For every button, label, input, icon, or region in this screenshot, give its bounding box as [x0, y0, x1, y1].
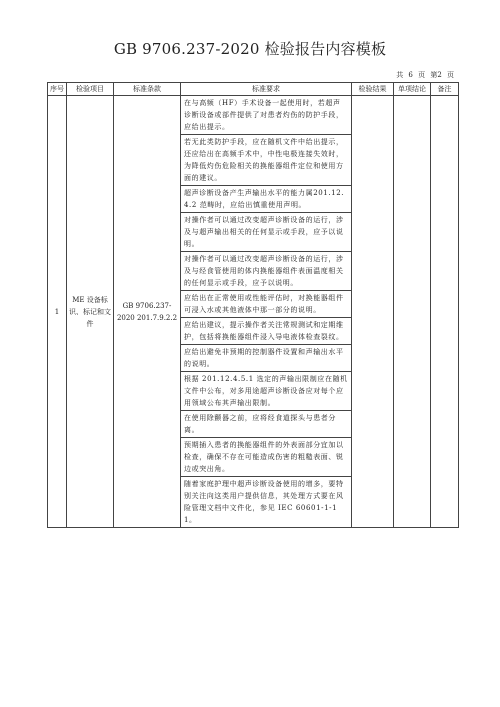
- remark-cell[interactable]: [431, 96, 459, 528]
- requirement-text: 对操作者可以通过改变超声诊断设备的运行，涉及与超声输出相关的任何显示或手段，应予以说明。: [181, 213, 352, 252]
- requirement-text: 应给出避免非预期的控制器件设置和声输出水平的说明。: [181, 345, 352, 372]
- requirement-text: 超声诊断设备产生声输出水平的能力属201.12.4.2 范畴时，应给出慎重使用声明。: [181, 186, 352, 213]
- inspection-item: ME 设备标识、标记和文件: [67, 96, 114, 528]
- row-number: 1: [48, 96, 67, 528]
- requirement-text: 在与高频（HF）手术设备一起使用时，若超声诊断设备或部件提供了对患者灼伤的防护手段，应给出提示。: [181, 96, 352, 135]
- header-no: 序号: [48, 83, 67, 96]
- requirement-text: 随着家庭护理中超声诊断设备使用的增多，要特别关注向这类用户提供信息，其处理方式要在风险管理文档中文件化，参见 IEC 60601-1-11。: [181, 477, 352, 528]
- conclusion-cell[interactable]: [394, 96, 431, 528]
- header-item: 检验项目: [67, 83, 114, 96]
- requirement-text: 应给出在正常使用或性能评估时，对换能器组件可浸入水或其他液体中那一部分的说明。: [181, 291, 352, 318]
- header-remark: 备注: [431, 83, 459, 96]
- result-cell[interactable]: [352, 96, 394, 528]
- header-requirement: 标准要求: [181, 83, 352, 96]
- requirement-text: 在使用除颤器之前，应将经食道探头与患者分离。: [181, 411, 352, 438]
- header-clause: 标准条款: [114, 83, 181, 96]
- report-table: [47, 82, 459, 528]
- header-result: 检验结果: [352, 83, 394, 96]
- requirement-text: 应给出建议，提示操作者关注常规测试和定期维护，包括将换能器组件浸入导电液体检查裂纹。: [181, 318, 352, 345]
- table-row: [48, 96, 459, 135]
- requirement-text: 若无此类防护手段，应在随机文件中给出提示，还应给出在高频手术中，中性电极连接失效时，为降低灼伤危险相关的换能器组件定位和使用方面的建议。: [181, 135, 352, 186]
- header-conclusion: 单项结论: [394, 83, 431, 96]
- page-counter: 共 6 页 第2 页: [396, 71, 454, 79]
- requirement-text: 根据 201.12.4.5.1 选定的声输出限制应在随机文件中公布，对多用途超声诊断设备应对每个应用领域公布其声输出限制。: [181, 372, 352, 411]
- standard-clause: GB 9706.237-2020 201.7.9.2.2: [114, 96, 181, 528]
- table-header-row: [48, 83, 459, 96]
- page-title: GB 9706.237-2020 检验报告内容模板: [113, 40, 387, 58]
- requirement-text: 对操作者可以通过改变超声诊断设备的运行，涉及与经食管使用的体内换能器组件表面温度相关的任何显示或手段，应予以说明。: [181, 252, 352, 291]
- requirement-text: 预期插入患者的换能器组件的外表面部分宜加以检查，确保不存在可能造成伤害的粗糙表面、锐边或突出角。: [181, 438, 352, 477]
